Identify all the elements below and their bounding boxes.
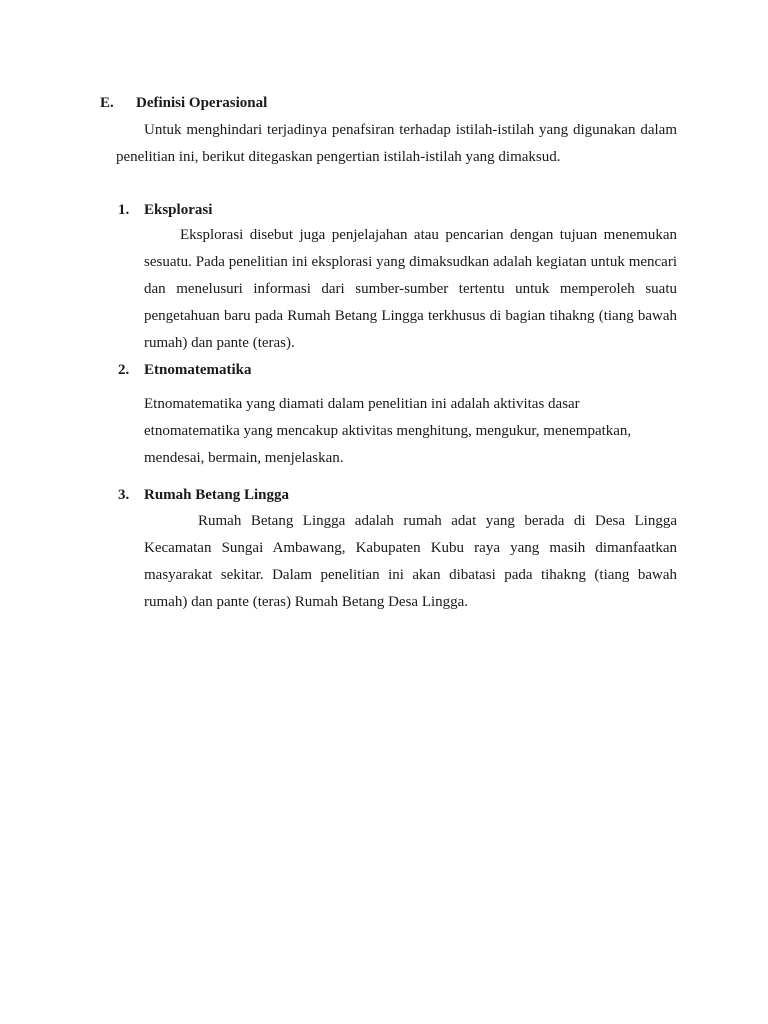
item-number: 1. [118, 202, 130, 218]
item-paragraph-eksplorasi: Eksplorasi disebut juga penjelajahan atau pencarian dengan tujuan menemukan sesuatu. Pada penelitian ini eksplorasi yang dimaksudkan adalah kegiatan untuk mencari dan menelusuri informasi dari sumber-sumber tertentu untuk memperoleh suatu pengetahuan baru pada Rumah Betang Lingga terkhusus di bagian tihakng (tiang bawah rumah) dan pante (teras). [144, 227, 677, 351]
section-intro-paragraph: Untuk menghindari terjadinya penafsiran terhadap istilah-istilah yang digunakan dalam penelitian ini, berikut ditegaskan pengertian istilah-istilah yang dimaksud. [116, 122, 677, 165]
item-paragraph-etnomatematika: Etnomatematika yang diamati dalam penelitian ini adalah aktivitas dasar etnomatematika yang mencakup aktivitas menghitung, mengukur, menempatkan, mendesai, bermain, menjelaskan. [144, 396, 632, 466]
item-title: Rumah Betang Lingga [144, 487, 290, 503]
item-title: Eksplorasi [144, 202, 213, 218]
item-heading-rumah-betang-lingga [118, 485, 289, 505]
section-heading [100, 93, 267, 113]
section-letter: E. [100, 95, 114, 111]
item-paragraph-rumah-betang-lingga: Rumah Betang Lingga adalah rumah adat yang berada di Desa Lingga Kecamatan Sungai Ambawang, Kabupaten Kubu raya yang masih dimanfaatkan masyarakat sekitar. Dalam penelitian ini akan dibatasi pada tihakng (tiang bawah rumah) dan pante (teras) Rumah Betang Desa Lingga. [144, 513, 677, 610]
item-number: 3. [118, 487, 130, 503]
item-number: 2. [118, 362, 130, 378]
item-title: Etnomatematika [144, 362, 252, 378]
item-heading-etnomatematika [118, 360, 252, 380]
item-heading-eksplorasi [118, 200, 212, 220]
section-title: Definisi Operasional [136, 95, 268, 111]
